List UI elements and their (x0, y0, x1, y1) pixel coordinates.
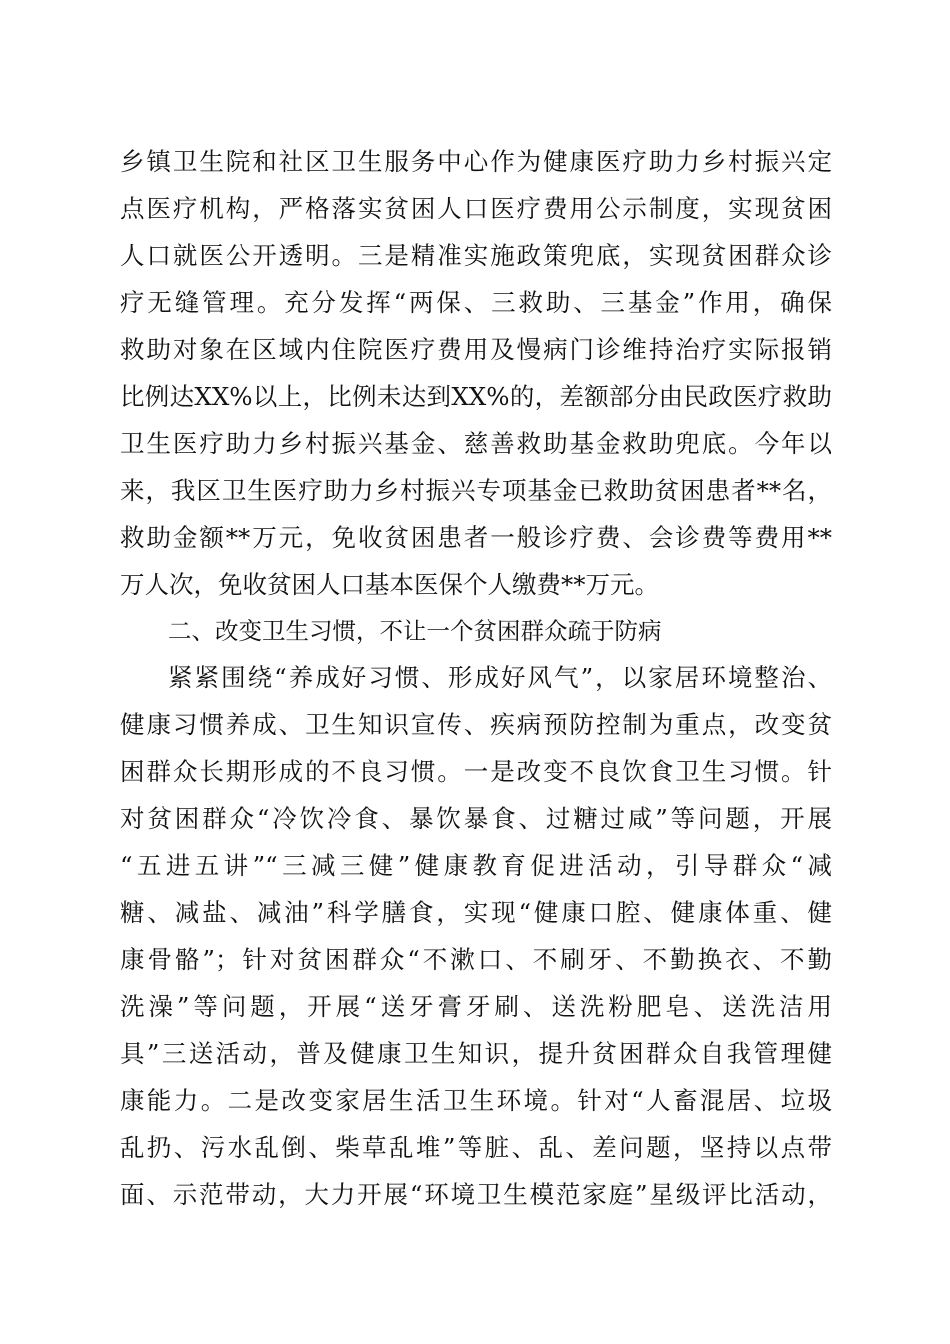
text-line: 具”三送活动，普及健康卫生知识，提升贫困群众自我管理健 (120, 1039, 832, 1068)
text-line: 糖、减盐、减油”科学膳食，实现“健康口腔、健康体重、健 (120, 898, 832, 927)
text-line: 洗澡”等问题，开展“送牙膏牙刷、送洗粉肥皂、送洗洁用 (120, 992, 832, 1021)
text-line: 康能力。二是改变家居生活卫生环境。针对“人畜混居、垃圾 (120, 1086, 832, 1115)
text-line: 疗无缝管理。充分发挥“两保、三救助、三基金”作用，确保 (120, 288, 832, 317)
text-line: 困群众长期形成的不良习惯。一是改变不良饮食卫生习惯。针 (120, 757, 832, 786)
text-line: 救助金额**万元，免收贫困患者一般诊疗费、会诊费等费用** (120, 523, 832, 552)
text-line: 乱扔、污水乱倒、柴草乱堆”等脏、乱、差问题，坚持以点带 (120, 1133, 832, 1162)
text-line: “五进五讲”“三减三健”健康教育促进活动，引导群众“减 (120, 851, 832, 880)
text-line: 点医疗机构，严格落实贫困人口医疗费用公示制度，实现贫困 (120, 194, 832, 223)
text-line: 救助对象在区域内住院医疗费用及慢病门诊维持治疗实际报销 (120, 335, 832, 364)
text-line: 比例达XX%以上，比例未达到XX%的，差额部分由民政医疗救助 (120, 382, 832, 411)
text-line: 对贫困群众“冷饮冷食、暴饮暴食、过糖过咸”等问题，开展 (120, 804, 832, 833)
text-line: 万人次，免收贫困人口基本医保个人缴费**万元。 (120, 570, 659, 599)
text-line: 紧紧围绕“养成好习惯、形成好风气”，以家居环境整治、 (168, 663, 832, 692)
text-line: 来，我区卫生医疗助力乡村振兴专项基金已救助贫困患者**名， (120, 476, 832, 505)
text-line: 卫生医疗助力乡村振兴基金、慈善救助基金救助兜底。今年以 (120, 429, 832, 458)
text-line: 乡镇卫生院和社区卫生服务中心作为健康医疗助力乡村振兴定 (120, 147, 832, 176)
text-line: 人口就医公开透明。三是精准实施政策兜底，实现贫困群众诊 (120, 241, 832, 270)
section-heading: 二、改变卫生习惯，不让一个贫困群众疏于防病 (168, 617, 662, 645)
text-line: 健康习惯养成、卫生知识宣传、疾病预防控制为重点，改变贫 (120, 710, 832, 739)
text-line: 康骨骼”；针对贫困群众“不漱口、不刷牙、不勤换衣、不勤 (120, 945, 832, 974)
text-line: 面、示范带动，大力开展“环境卫生模范家庭”星级评比活动， (120, 1180, 832, 1209)
